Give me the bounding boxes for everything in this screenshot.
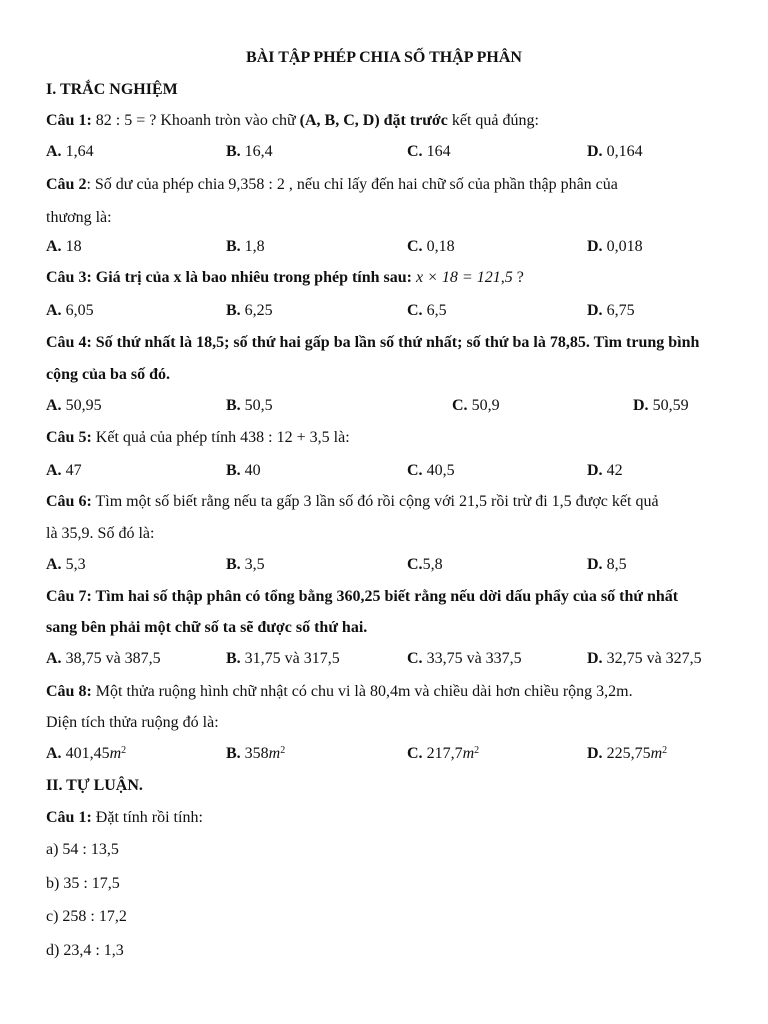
essay-item: c) 258 : 17,2 [46,908,127,925]
question-label: Câu 8: [46,683,92,700]
option-value: 0,18 [422,238,455,255]
essay-item: d) 23,4 : 1,3 [46,942,124,959]
essay-question-1 [46,808,203,828]
option-b [226,744,285,764]
option-key: A. [46,556,62,573]
question-text-tail: kết quả đúng: [447,112,539,129]
option-key: C. [407,462,423,479]
question-label: Câu 1: [46,112,92,129]
option-b [226,649,340,669]
option-key: A. [46,238,62,255]
option-key: D. [587,745,603,762]
option-d [633,396,689,416]
option-key: D. [587,650,603,667]
option-a [46,396,102,416]
option-key: A. [46,745,62,762]
option-value: 5,8 [422,556,443,573]
option-value: 42 [602,462,623,479]
question-text: : Số dư của phép chia 9,358 : 2 , nếu chỉ lấy đến hai chữ số của phần thập phân của [86,176,618,193]
option-value: 40,5 [422,462,455,479]
option-key: B. [226,556,241,573]
option-value: 6,25 [240,302,273,319]
option-value: 33,75 và 337,5 [422,650,522,667]
option-a [46,142,94,162]
question-5 [46,428,350,448]
question-label: Câu 2 [46,176,87,193]
question-label: Câu 3: [46,269,92,286]
option-value: 3,5 [240,556,265,573]
question-label: Câu 1: [46,809,92,826]
question-label: Câu 6: [46,493,92,510]
option-value: 18 [61,238,82,255]
option-a [46,555,86,575]
option-value: 6,05 [61,302,94,319]
question-text: Một thửa ruộng hình chữ nhật có chu vi là 80,4m và chiều dài hơn chiều rộng 3,2m. [91,683,633,700]
option-value: 217,7 [422,745,463,762]
option-key: D. [587,302,603,319]
question-3 [46,268,524,288]
option-key: D. [587,556,603,573]
section-heading-essay: II. TỰ LUẬN. [46,777,143,794]
question-text: Kết quả của phép tính 438 : 12 + 3,5 là: [91,429,350,446]
unit: m [650,745,663,762]
option-c [407,237,455,257]
option-key: C. [452,397,468,414]
option-d [587,555,627,575]
question-label: Câu 7: [46,588,92,605]
question-label: Câu 4: [46,334,92,351]
option-b [226,301,273,321]
option-key: A. [46,462,62,479]
question-7 [46,587,678,607]
question-2-line-2: thương là: [46,209,112,226]
option-key: C. [407,302,423,319]
option-b [226,237,265,257]
option-c [452,396,500,416]
option-c [407,461,455,481]
unit-exponent: 2 [474,745,480,756]
option-a [46,301,94,321]
option-value: 0,164 [602,143,643,160]
question-text: Số thứ nhất là 18,5; số thứ hai gấp ba lần số thứ nhất; số thứ ba là 78,85. Tìm trung bình [91,334,700,351]
option-key: B. [226,143,241,160]
question-6-line-2: là 35,9. Số đó là: [46,525,155,542]
option-a [46,237,82,257]
option-value: 16,4 [240,143,273,160]
question-4-line-2: cộng của ba số đó. [46,366,171,383]
option-key: B. [226,238,241,255]
option-value: 1,8 [240,238,265,255]
option-c [407,649,522,669]
option-key: C. [407,556,423,573]
option-value: 31,75 và 317,5 [240,650,340,667]
option-key: A. [46,302,62,319]
question-text: Tìm một số biết rằng nếu ta gấp 3 lần số đó rồi cộng với 21,5 rồi trừ đi 1,5 được kết quả [91,493,659,510]
option-key: C. [407,143,423,160]
option-a [46,649,161,669]
option-key: D. [633,397,649,414]
option-c [407,301,447,321]
option-key: C. [407,745,423,762]
question-6 [46,492,659,512]
question-8-line-2: Diện tích thửa ruộng đó là: [46,714,219,731]
question-8 [46,682,633,702]
option-key: B. [226,302,241,319]
option-value: 38,75 và 387,5 [61,650,161,667]
option-value: 6,75 [602,302,635,319]
option-value: 50,5 [240,397,273,414]
unit-exponent: 2 [121,745,127,756]
option-c [407,744,479,764]
option-key: B. [226,745,241,762]
essay-item: b) 35 : 17,5 [46,875,120,892]
section-heading-multiple-choice: I. TRẮC NGHIỆM [46,81,178,98]
question-text: Tìm hai số thập phân có tổng bằng 360,25 biết rằng nếu dời dấu phẩy của số thứ nhất [91,588,679,605]
essay-item: a) 54 : 13,5 [46,841,119,858]
option-value: 6,5 [422,302,447,319]
option-key: D. [587,143,603,160]
option-a [46,744,126,764]
option-b [226,461,261,481]
option-key: A. [46,143,62,160]
option-value: 358 [240,745,269,762]
question-4 [46,333,699,353]
option-b [226,142,273,162]
option-value: 50,9 [467,397,500,414]
option-key: B. [226,650,241,667]
option-key: B. [226,462,241,479]
option-value: 40 [240,462,261,479]
question-text: Giá trị của x là bao nhiêu trong phép tính sau: [91,269,416,286]
question-label: Câu 5: [46,429,92,446]
option-value: 225,75 [602,745,651,762]
unit: m [109,745,122,762]
option-b [226,396,273,416]
question-1 [46,111,539,131]
question-text: 82 : 5 = ? Khoanh tròn vào chữ [91,112,300,129]
question-text-tail: ? [512,269,524,286]
unit-exponent: 2 [280,745,286,756]
option-value: 5,3 [61,556,86,573]
option-key: B. [226,397,241,414]
option-d [587,142,643,162]
option-key: A. [46,650,62,667]
option-c [407,555,443,575]
option-value: 1,64 [61,143,94,160]
option-a [46,461,82,481]
question-math: x × 18 = 121,5 [416,269,513,286]
unit-exponent: 2 [662,745,668,756]
question-text: Đặt tính rồi tính: [91,809,203,826]
option-value: 0,018 [602,238,643,255]
option-d [587,237,643,257]
option-key: D. [587,238,603,255]
option-key: A. [46,397,62,414]
option-d [587,649,702,669]
option-value: 50,59 [648,397,689,414]
option-value: 401,45 [61,745,110,762]
question-7-line-2: sang bên phải một chữ số ta sẽ được số thứ hai. [46,619,368,636]
option-key: D. [587,462,603,479]
option-value: 47 [61,462,82,479]
option-d [587,461,623,481]
option-d [587,744,667,764]
question-text-bold: (A, B, C, D) đặt trước [299,112,448,129]
option-d [587,301,635,321]
option-key: C. [407,238,423,255]
option-key: C. [407,650,423,667]
option-b [226,555,265,575]
unit: m [462,745,475,762]
option-value: 8,5 [602,556,627,573]
option-c [407,142,451,162]
page-title: BÀI TẬP PHÉP CHIA SỐ THẬP PHÂN [246,49,522,66]
question-2 [46,175,618,195]
unit: m [268,745,281,762]
option-value: 32,75 và 327,5 [602,650,702,667]
option-value: 50,95 [61,397,102,414]
option-value: 164 [422,143,451,160]
